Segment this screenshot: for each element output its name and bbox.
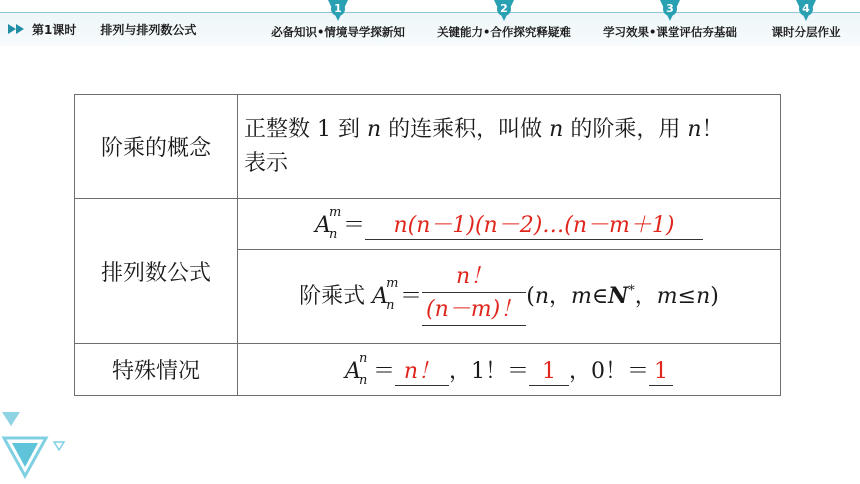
top-navigation-bar — [0, 0, 860, 46]
special-cases: A n n ＝ n！ ，1！＝ 1 ，0！＝ 1 — [238, 344, 781, 396]
table-row-factorial — [75, 95, 781, 199]
nav-badge-3: 3 — [657, 0, 683, 22]
answer-n-factorial: n！ — [395, 359, 449, 386]
nav-label-2: 关键能力•合作探究释疑难 — [437, 25, 571, 39]
answer-one-factorial: 1 — [529, 359, 569, 386]
permutation-table — [74, 94, 781, 396]
formula-product: A m n ＝ n(n－1)(n－2)…(n－m＋1) — [238, 199, 781, 250]
triangles-decoration — [0, 408, 80, 484]
nav-label-1: 必备知识•情境导学探新知 — [271, 25, 405, 39]
nav-badge-4: 4 — [793, 0, 819, 22]
answer-product: n(n－1)(n－2)…(n－m＋1) — [365, 213, 703, 240]
lesson-heading — [8, 19, 196, 39]
answer-zero-factorial: 1 — [649, 359, 673, 386]
play-double-icon — [8, 23, 26, 35]
table-row-special — [75, 344, 781, 396]
row-head-special: 特殊情况 — [75, 344, 238, 396]
table-row-formula — [75, 199, 781, 250]
nav-tab-2[interactable] — [424, 0, 584, 46]
factorial-definition: 正整数 1 到 n 的连乘积，叫做 n 的阶乘，用 n！ 表示 — [238, 95, 781, 199]
row-head-factorial: 阶乘的概念 — [75, 95, 238, 199]
formula-factorial: 阶乘式 A m n ＝ $\frac{n!}{(n-m)!}$ (n，m∈N*，m≤n) — [238, 250, 781, 344]
nav-badge-2: 2 — [491, 0, 517, 22]
lesson-title: 排列与排列数公式 — [100, 22, 197, 37]
answer-fraction: $\frac{n!}{(n-m)!}$ — [422, 262, 526, 326]
arrangement-symbol: A m n — [315, 205, 342, 242]
row-head-formula: 排列数公式 — [75, 199, 238, 344]
nav-badge-1: 1 — [325, 0, 351, 22]
nav-label-4: 课时分层作业 — [771, 25, 841, 39]
lesson-label: 第1课时 — [32, 22, 77, 37]
nav-tab-4[interactable] — [758, 0, 854, 46]
nav-tab-1[interactable] — [258, 0, 418, 46]
nav-tab-3[interactable] — [590, 0, 750, 46]
nav-label-3: 学习效果•课堂评估夯基础 — [603, 25, 737, 39]
